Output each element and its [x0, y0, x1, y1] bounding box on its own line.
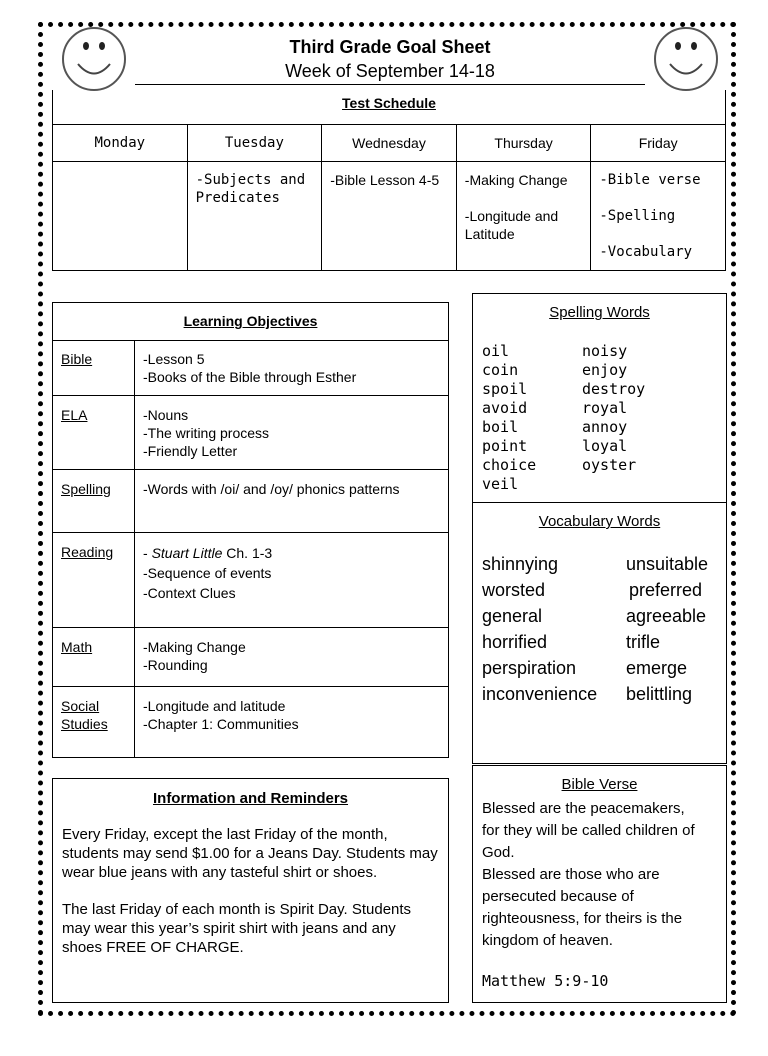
smiley-face-icon: [62, 27, 126, 91]
spelling-word: spoil: [482, 380, 528, 398]
objective-item: -Longitude and latitude: [143, 698, 286, 714]
schedule-tests-row: [53, 161, 725, 271]
tests-thursday: [457, 162, 592, 271]
objective-item: -Context Clues: [143, 585, 236, 601]
vocabulary-words-box: [472, 502, 727, 764]
objective-item: -The writing process: [143, 425, 270, 441]
verse-line: Blessed are those who are: [482, 866, 660, 883]
vocab-word: preferred: [629, 580, 703, 600]
bible-verse-text: [482, 798, 722, 952]
information-reminders-box: [52, 778, 449, 1003]
objective-subject: Math: [53, 628, 135, 686]
tests-friday: [591, 162, 725, 271]
day-tuesday: Tuesday: [188, 125, 323, 162]
vocab-word: horrified: [482, 632, 548, 652]
test-schedule-heading: Test Schedule: [342, 95, 436, 111]
vocab-word: unsuitable: [626, 554, 709, 574]
vocab-word: belittling: [626, 684, 693, 704]
spelling-word: annoy: [582, 418, 628, 436]
vocabulary-list-col1: [482, 551, 597, 707]
tests-monday: [53, 162, 188, 271]
objective-subject: Bible: [53, 340, 135, 395]
verse-line: kingdom of heaven.: [482, 932, 613, 949]
objective-row-reading: [53, 533, 448, 628]
bible-verse-box: [472, 765, 727, 1003]
spelling-list-col1: [482, 342, 536, 494]
verse-line: righteousness, for theirs is the: [482, 910, 683, 927]
spelling-word: royal: [582, 399, 628, 417]
verse-line: God.: [482, 844, 515, 861]
vocabulary-words-heading: Vocabulary Words: [538, 513, 661, 530]
test-item: -Making Change: [464, 172, 568, 188]
verse-line: Blessed are the peacemakers,: [482, 800, 685, 817]
verse-line: for they will be called children of: [482, 822, 695, 839]
objective-item: -Books of the Bible through Esther: [143, 369, 357, 385]
vocabulary-list-col2: [626, 551, 708, 707]
vocab-word: general: [482, 606, 543, 626]
vocab-word: agreeable: [626, 606, 707, 626]
day-friday: Friday: [638, 135, 678, 151]
objective-subject: Social Studies: [53, 687, 135, 757]
objective-row-social-studies: [53, 687, 448, 757]
objective-row-bible: [53, 340, 448, 396]
test-item: -Spelling: [599, 208, 676, 224]
spelling-list-col2: [582, 342, 645, 475]
test-item: -Subjects and Predicates: [195, 172, 306, 206]
smiley-face-icon: [654, 27, 718, 91]
objective-row-spelling: [53, 470, 448, 533]
learning-objectives-table: [52, 302, 449, 758]
objective-subject: Reading: [53, 533, 135, 627]
objective-item: -Friendly Letter: [143, 443, 238, 459]
day-thursday: Thursday: [457, 125, 592, 162]
spelling-word: oil: [482, 342, 510, 360]
schedule-days-row: [53, 124, 725, 162]
bible-verse-heading: Bible Verse: [561, 776, 638, 793]
verse-line: persecuted because of: [482, 888, 634, 905]
day-monday: Monday: [53, 125, 188, 162]
title-divider: [135, 84, 645, 85]
spelling-word: destroy: [582, 380, 646, 398]
tests-tuesday: [188, 162, 323, 271]
tests-wednesday: [322, 162, 457, 271]
objective-item: -Lesson 5: [143, 351, 205, 367]
spelling-word: coin: [482, 361, 519, 379]
spelling-word: loyal: [582, 437, 628, 455]
information-heading: Information and Reminders: [152, 790, 349, 807]
test-item: -Longitude and Latitude: [464, 208, 559, 242]
spelling-word: point: [482, 437, 528, 455]
objective-item-prefix: -: [143, 545, 152, 561]
vocab-word: perspiration: [482, 658, 577, 678]
objective-item-suffix: Ch. 1-3: [222, 545, 273, 561]
test-item: -Bible verse: [599, 172, 701, 188]
vocab-word: shinnying: [482, 554, 559, 574]
objective-subject: Spelling: [53, 470, 135, 532]
spelling-word: choice: [482, 456, 537, 474]
spelling-words-heading: Spelling Words: [549, 304, 650, 321]
vocab-word: emerge: [626, 658, 688, 678]
objective-item: -Making Change: [143, 639, 246, 655]
spelling-word: avoid: [482, 399, 528, 417]
objective-item: -Nouns: [143, 407, 189, 423]
objective-row-math: [53, 628, 448, 687]
spelling-word: noisy: [582, 342, 628, 360]
test-item: -Vocabulary: [599, 244, 693, 260]
vocab-word: inconvenience: [482, 684, 598, 704]
objective-item: -Chapter 1: Communities: [143, 716, 299, 732]
spelling-words-box: [472, 293, 727, 503]
page-title: Third Grade Goal Sheet: [289, 37, 491, 57]
vocab-word: trifle: [626, 632, 661, 652]
objective-subject: ELA: [53, 396, 135, 469]
spelling-word: enjoy: [582, 361, 628, 379]
jeans-day-paragraph: Every Friday, except the last Friday of the month, students may send $1.00 for a Jeans Day. Students may wear blue jeans with any tasteful shirt or shoes.: [62, 826, 438, 881]
bible-verse-reference: Matthew 5:9-10: [482, 972, 609, 990]
spelling-word: veil: [482, 475, 519, 493]
spelling-word: oyster: [582, 456, 637, 474]
spelling-word: boil: [482, 418, 519, 436]
objective-row-ela: [53, 396, 448, 470]
learning-objectives-heading: Learning Objectives: [53, 303, 448, 341]
test-schedule-table: [52, 90, 726, 271]
objective-item: -Sequence of events: [143, 565, 272, 581]
day-wednesday: Wednesday: [322, 125, 457, 162]
objective-item: -Rounding: [143, 657, 208, 673]
page-subtitle: Week of September 14-18: [285, 61, 495, 81]
book-title: Stuart Little: [151, 545, 223, 561]
objective-item: -Words with /oi/ and /oy/ phonics patterns: [143, 481, 400, 497]
spirit-day-paragraph: The last Friday of each month is Spirit Day. Students may wear this year’s spirit shirt with jeans and any shoes FREE OF CHARGE.: [62, 901, 412, 956]
test-item: -Bible Lesson 4-5: [330, 172, 440, 188]
vocab-word: worsted: [482, 580, 546, 600]
